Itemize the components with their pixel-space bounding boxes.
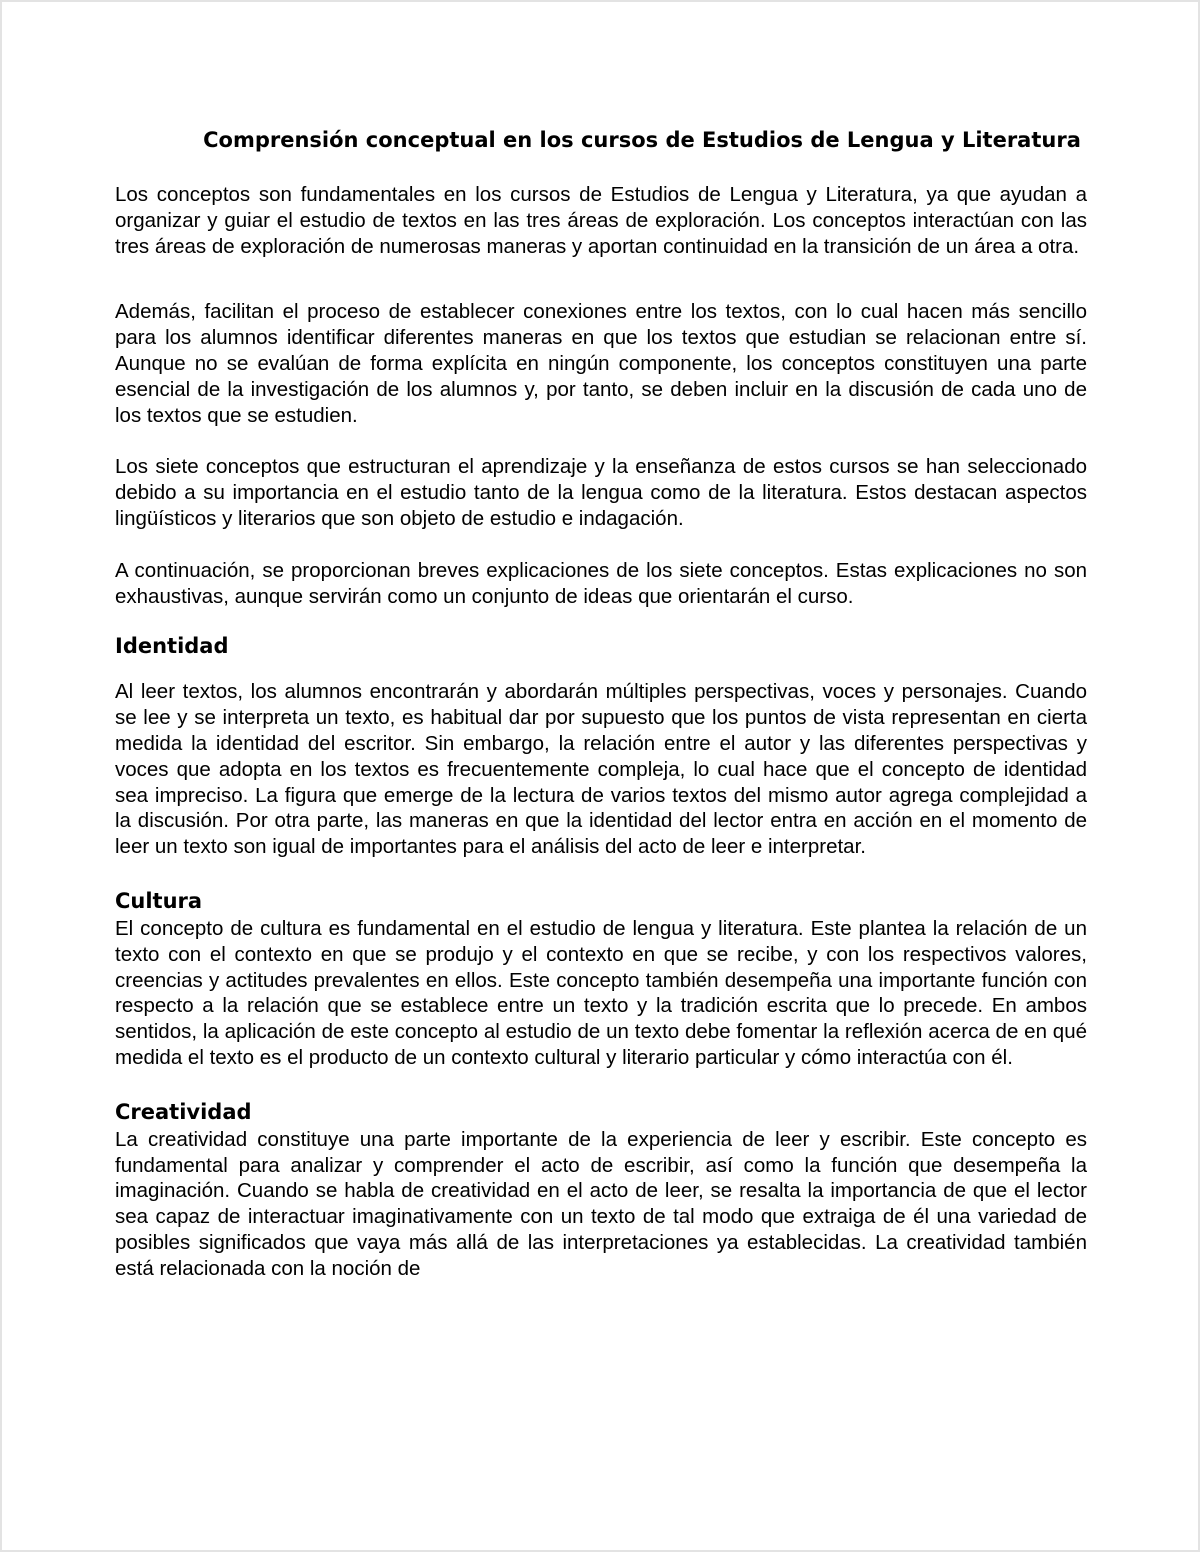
section-paragraph: La creatividad constituye una parte importante de la experiencia de leer y escribir. Este concepto es fundamental para analizar y comprender el acto de escribir, así como la función que desempeña la imaginación. Cuando se habla de creatividad en el acto de leer, se resalta la importancia de que el lector sea capaz de interactuar imaginativamente con un texto de tal modo que extraiga de él una variedad de posibles significados que vaya más allá de las interpretaciones ya establecidas. La creatividad también está relacionada con la noción de: [115, 1127, 1087, 1280]
section-paragraph: El concepto de cultura es fundamental en el estudio de lengua y literatura. Este plantea la relación de un texto con el contexto en que se produjo y el contexto en que se recibe, y con los respectivos valores, creencias y actitudes prevalentes en ellos. Este concepto también desempeña una importante función con respecto a la relación que se establece entre un texto y la tradición escrita que lo precede. En ambos sentidos, la aplicación de este concepto al estudio de un texto debe fomentar la reflexión acerca de en qué medida el texto es el producto de un contexto cultural y literario particular y cómo interactúa con él.: [115, 916, 1087, 1069]
section-cultura: [115, 886, 1087, 1071]
section-heading: Cultura: [115, 888, 203, 913]
intro-paragraph: A continuación, se proporcionan breves explicaciones de los siete conceptos. Estas explicaciones no son exhaustivas, aunque servirán como un conjunto de ideas que orientarán el curso.: [115, 558, 1087, 608]
intro-paragraph: Además, facilitan el proceso de establecer conexiones entre los textos, con lo cual hacen más sencillo para los alumnos identificar diferentes maneras en que los textos que estudian se relacionan entre sí. Aunque no se evalúan de forma explícita en ningún componente, los conceptos constituyen una parte esencial de la investigación de los alumnos y, por tanto, se deben incluir en la discusión de cada uno de los textos que se estudien.: [115, 300, 1087, 427]
section-creatividad: [115, 1097, 1087, 1282]
section-identidad: [115, 631, 1087, 860]
section-heading: Creatividad: [115, 1099, 252, 1124]
section-paragraph: Al leer textos, los alumnos encontrarán y abordarán múltiples perspectivas, voces y personajes. Cuando se lee y se interpreta un texto, es habitual dar por supuesto que los puntos de vista representan en cierta medida la identidad del escritor. Sin embargo, la relación entre el autor y las diferentes perspectivas y voces que adopta en los textos es frecuentemente compleja, lo cual hace que el concepto de identidad sea impreciso. La figura que emerge de la lectura de varios textos del mismo autor agrega complejidad a la discusión. Por otra parte, las maneras en que la identidad del lector entra en acción en el momento de leer un texto son igual de importantes para el análisis del acto de leer e interpretar.: [115, 680, 1087, 859]
section-heading: Identidad: [115, 634, 229, 659]
intro-paragraph: Los siete conceptos que estructuran el aprendizaje y la enseñanza de estos cursos se han seleccionado debido a su importancia en el estudio tanto de la lengua como de la literatura. Estos destacan aspectos lingüísticos y literarios que son objeto de estudio e indagación.: [115, 455, 1087, 530]
intro-paragraph: Los conceptos son fundamentales en los cursos de Estudios de Lengua y Literatura, ya que ayudan a organizar y guiar el estudio de textos en las tres áreas de exploración. Los conceptos interactúan con las tres áreas de exploración de numerosas maneras y aportan continuidad en la transición de un área a otra.: [115, 183, 1087, 258]
document-title: Comprensión conceptual en los cursos de Estudios de Lengua y Literatura: [203, 128, 1081, 152]
document-body: [115, 126, 1087, 1282]
